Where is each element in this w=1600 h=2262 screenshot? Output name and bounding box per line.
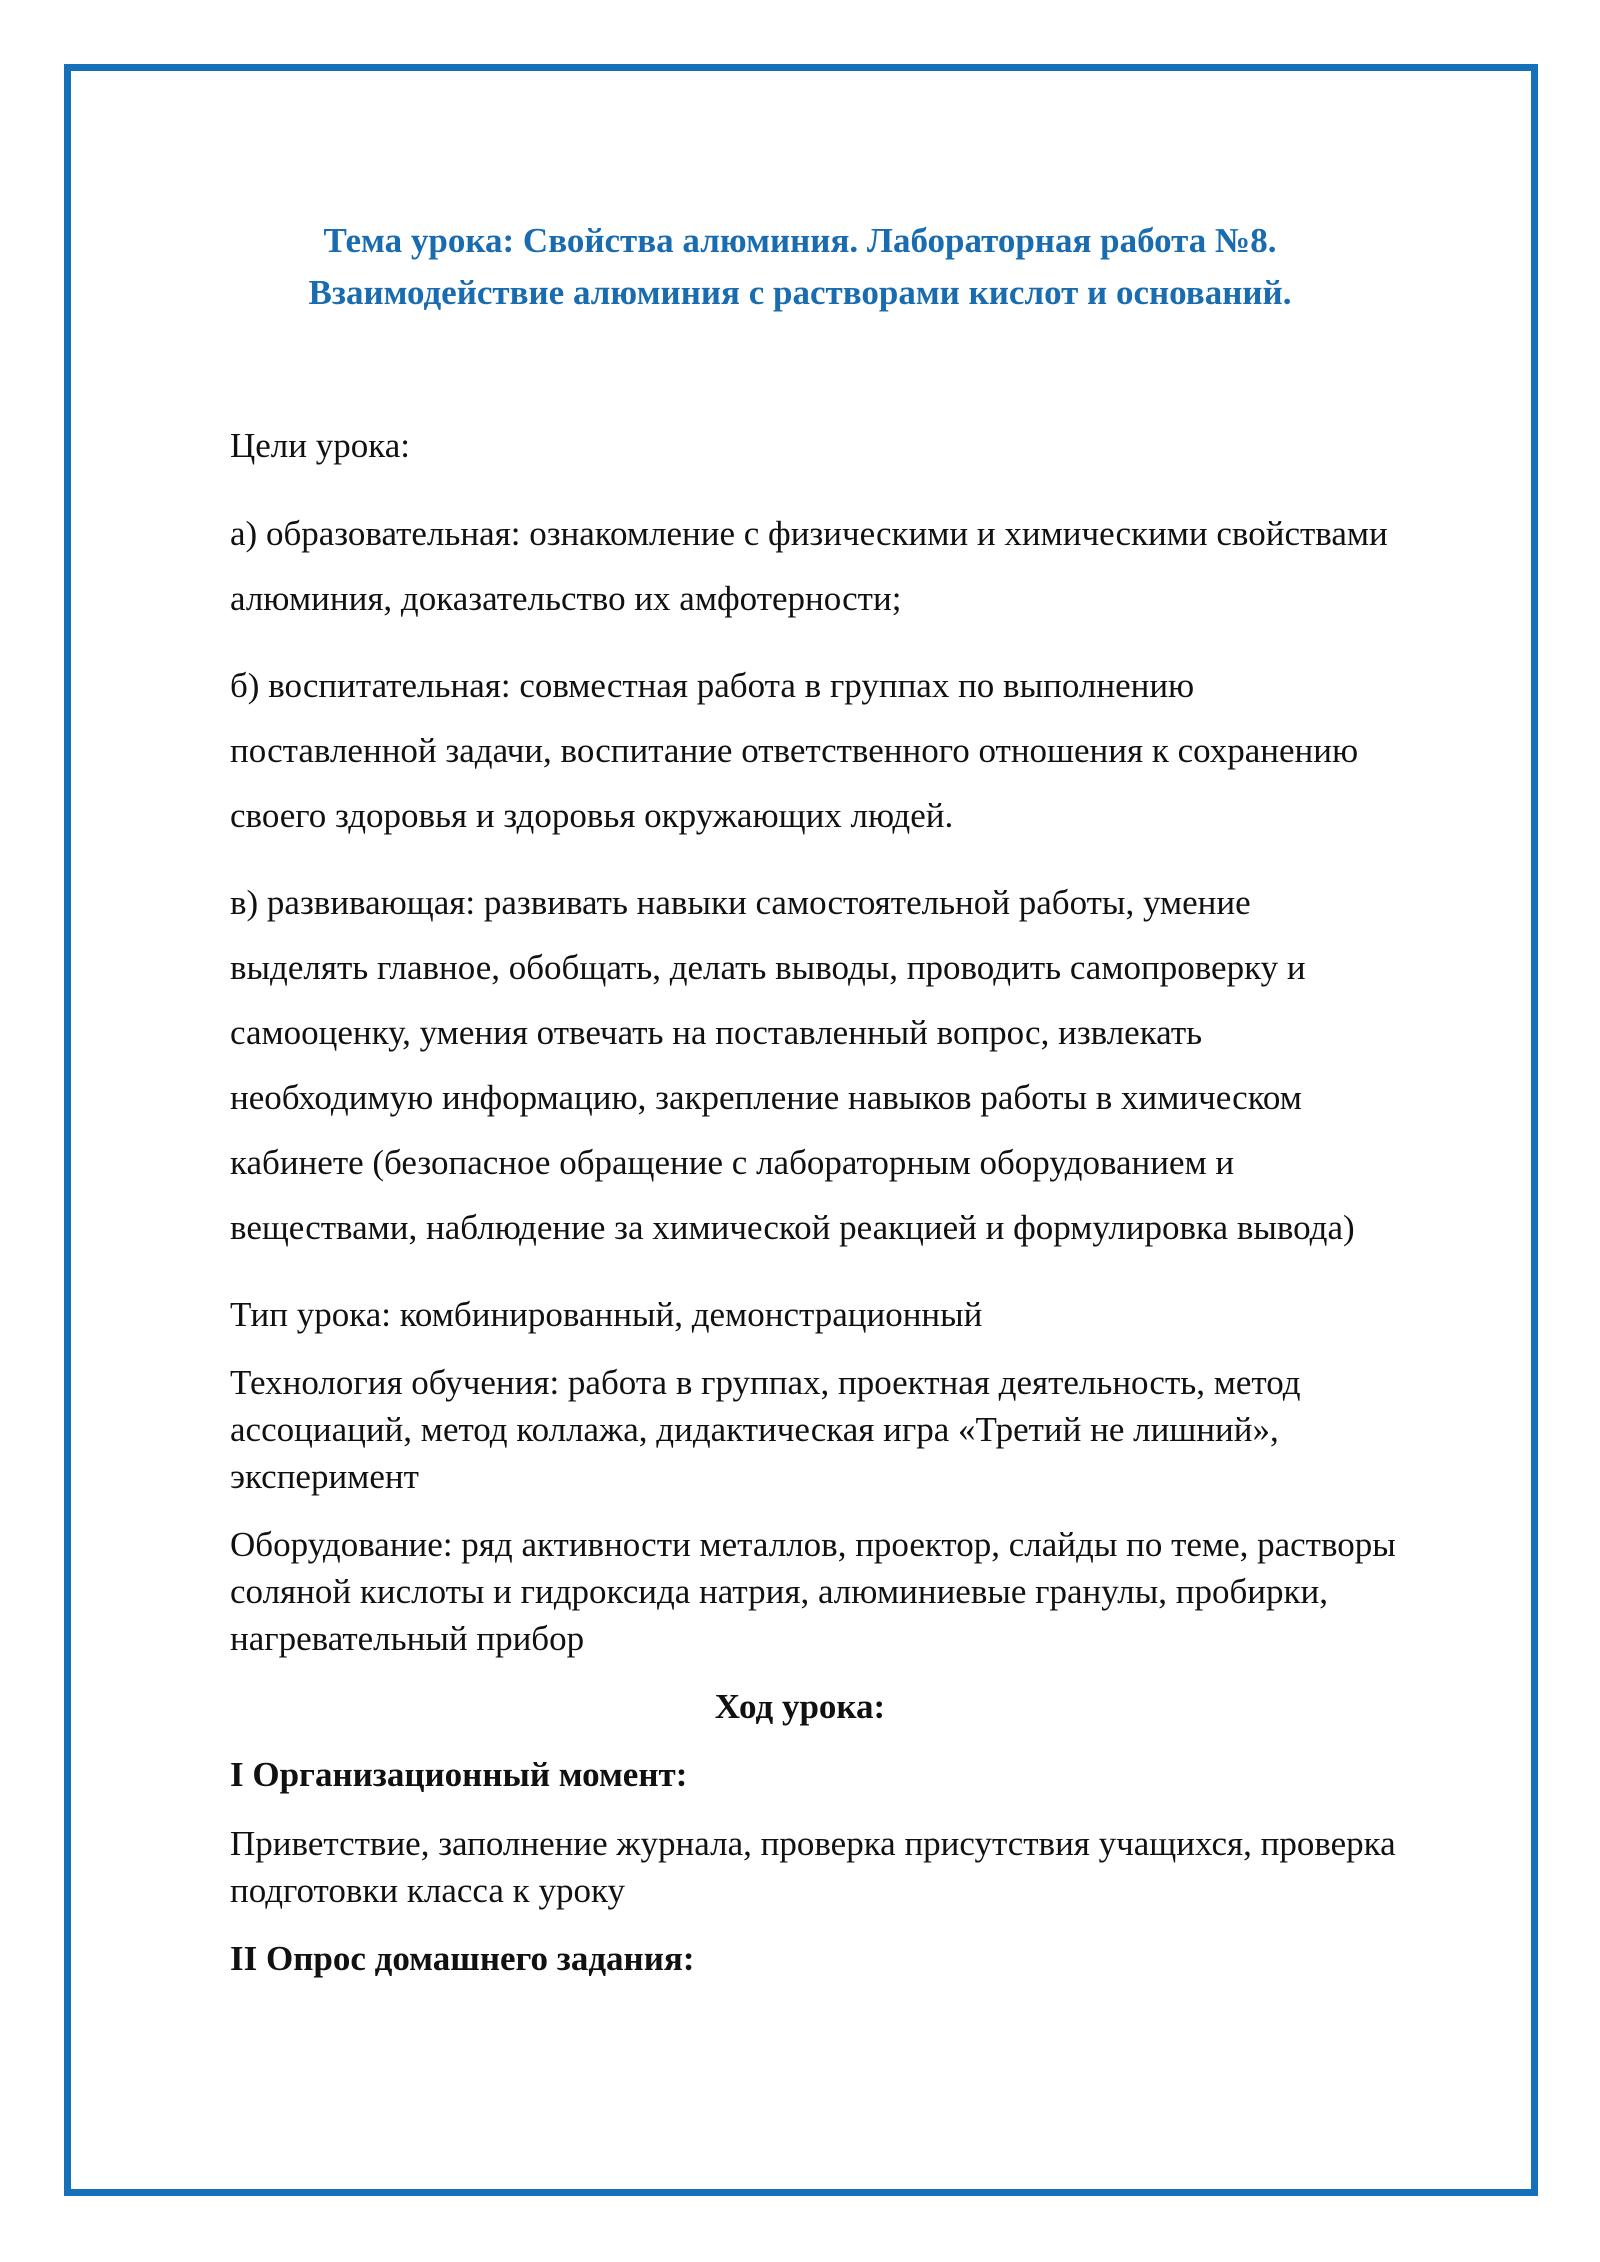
lesson-title-line-2: Взаимодействие алюминия с растворами кислот и оснований. [308, 273, 1292, 312]
goals-heading: Цели урока: [230, 426, 410, 465]
section-1-heading: I Организационный момент: [230, 1755, 688, 1794]
section-1-text-line-1: Приветствие, заполнение журнала, проверка присутствия учащихся, проверка [230, 1824, 1396, 1863]
upbringing-goal-line-1: б) воспитательная: совместная работа в группах по выполнению [230, 666, 1195, 705]
course-heading: Ход урока: [714, 1687, 886, 1726]
lesson-title-line-1: Тема урока: Свойства алюминия. Лабораторная работа №8. [323, 221, 1277, 260]
equipment-line-2: соляной кислоты и гидроксида натрия, алюминиевые гранулы, пробирки, [230, 1572, 1328, 1611]
developing-goal-line-6: веществами, наблюдение за химической реакцией и формулировка вывода) [230, 1208, 1355, 1247]
equipment-line-1: Оборудование: ряд активности металлов, проектор, слайды по теме, растворы [230, 1525, 1396, 1564]
educational-goal-line-1: а) образовательная: ознакомление с физическими и химическими свойствами [230, 514, 1388, 553]
upbringing-goal-line-3: своего здоровья и здоровья окружающих людей. [230, 796, 954, 835]
developing-goal-line-4: необходимую информацию, закрепление навыков работы в химическом [230, 1078, 1302, 1117]
lesson-type: Тип урока: комбинированный, демонстрационный [230, 1295, 983, 1334]
technology-line-3: эксперимент [230, 1457, 419, 1496]
section-2-heading: II Опрос домашнего задания: [230, 1939, 695, 1978]
upbringing-goal-line-2: поставленной задачи, воспитание ответственного отношения к сохранению [230, 731, 1359, 770]
equipment-line-3: нагревательный прибор [230, 1619, 585, 1658]
section-1-text-line-2: подготовки класса к уроку [230, 1871, 625, 1910]
developing-goal-line-1: в) развивающая: развивать навыки самостоятельной работы, умение [230, 883, 1251, 922]
developing-goal-line-2: выделять главное, обобщать, делать выводы, проводить самопроверку и [230, 948, 1306, 987]
technology-line-1: Технология обучения: работа в группах, проектная деятельность, метод [230, 1363, 1301, 1402]
technology-line-2: ассоциаций, метод коллажа, дидактическая игра «Третий не лишний», [230, 1410, 1279, 1449]
developing-goal-line-5: кабинете (безопасное обращение с лабораторным оборудованием и [230, 1143, 1235, 1182]
developing-goal-line-3: самооценку, умения отвечать на поставленный вопрос, извлекать [230, 1013, 1203, 1052]
educational-goal-line-2: алюминия, доказательство их амфотерности; [230, 579, 902, 618]
